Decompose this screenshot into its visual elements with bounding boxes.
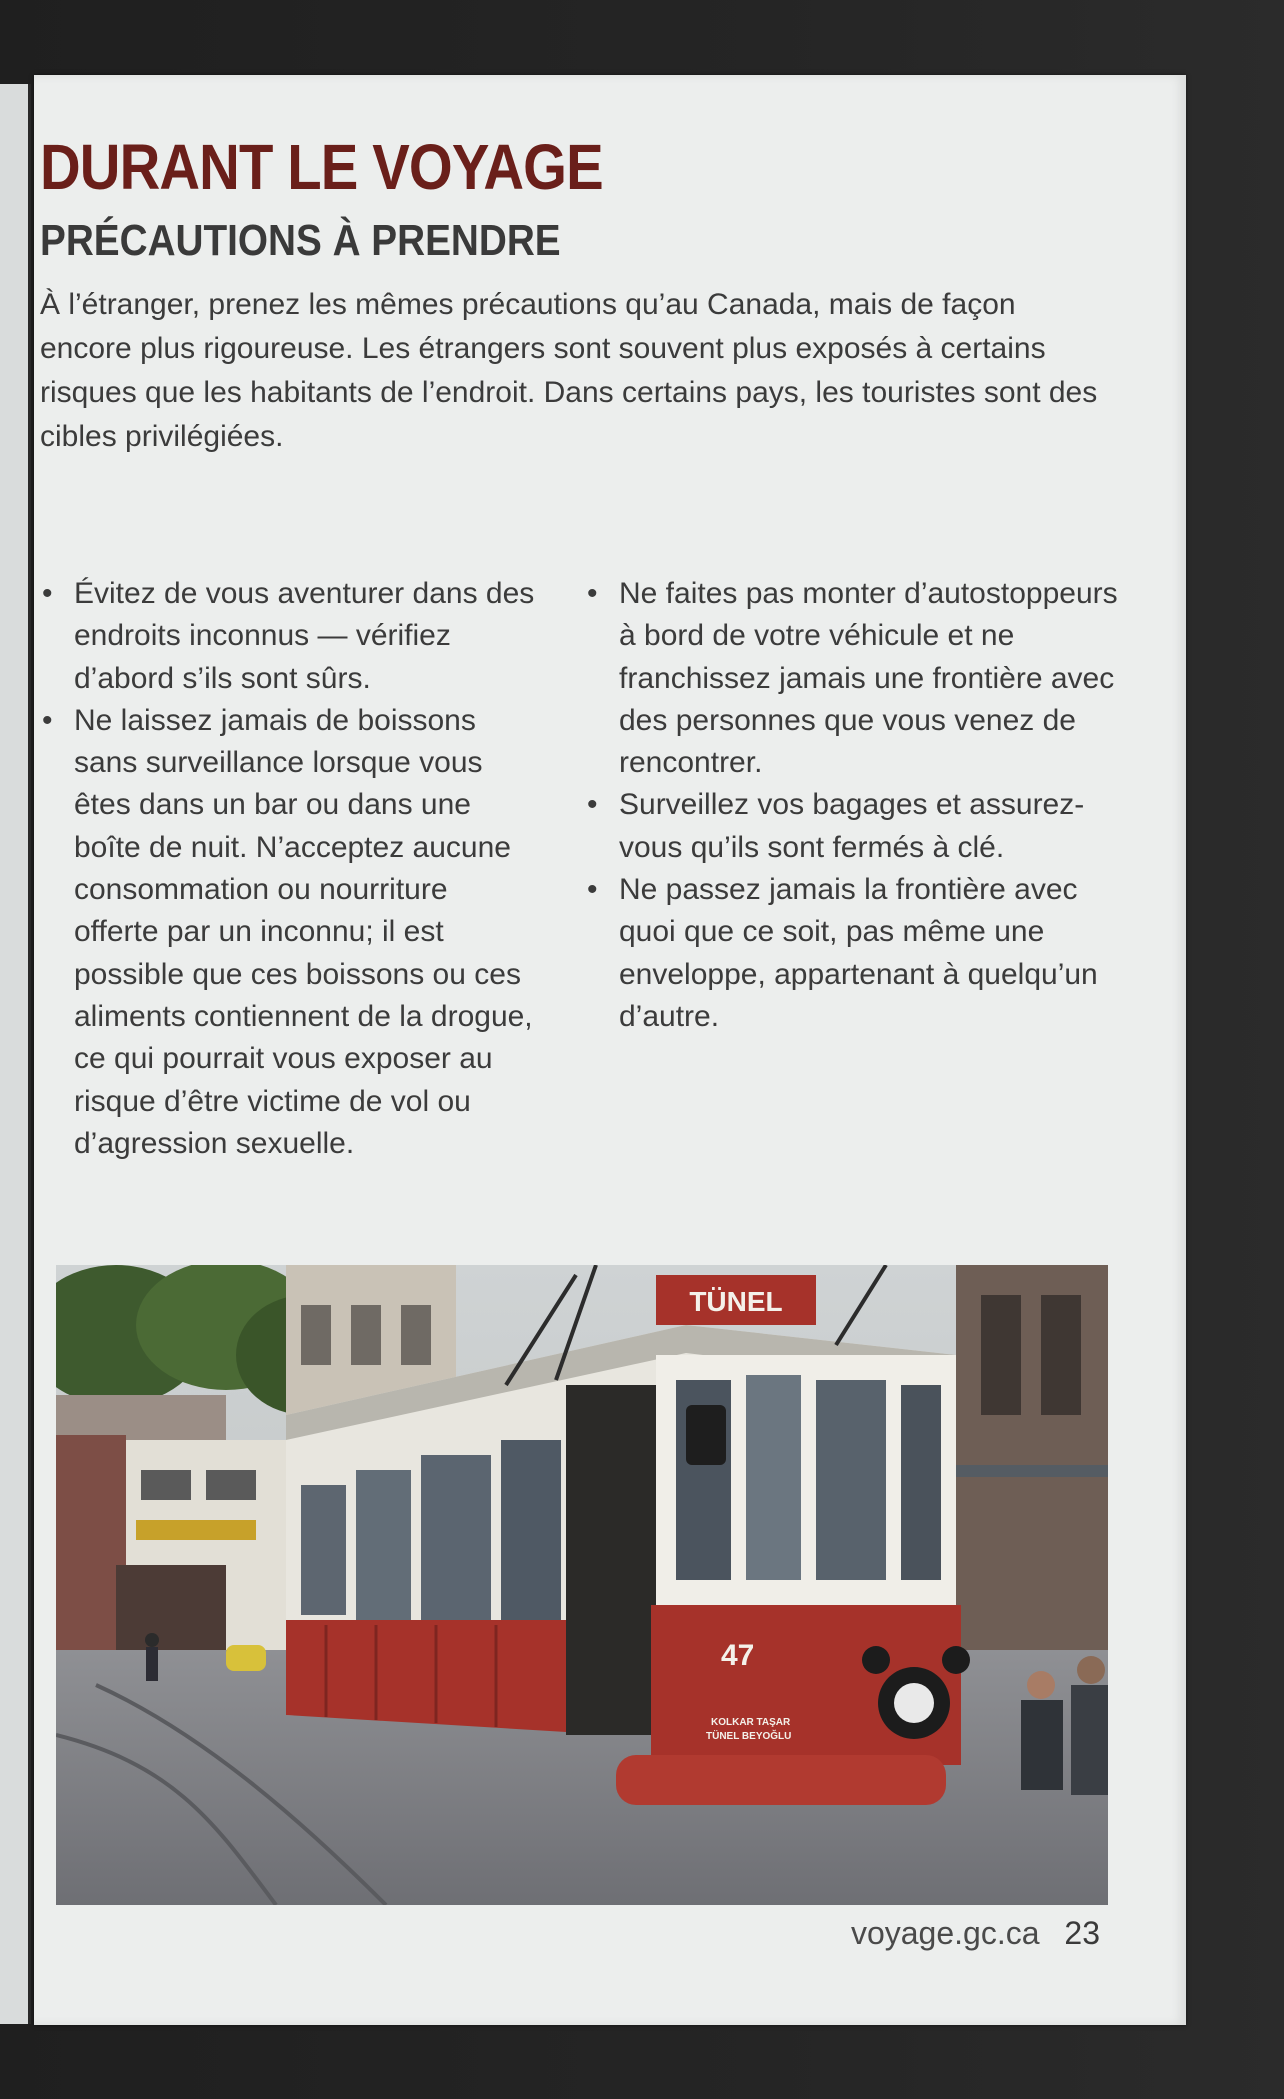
footer-url: voyage.gc.ca [850,1915,1040,1951]
page-footer [851,1915,1100,1952]
yellow-car [226,1645,266,1671]
bullet-text: Ne laissez jamais de boissons sans surveillance lorsque vous êtes dans un bar ou dans une boîte de nuit. N’acceptez aucune consommation ou nourriture offerte par un inconnu; il est possible que ces boissons ou ces aliments contiennent de la drogue, ce qui pourrait vous exposer au risque d’être victime de vol ou d’agression sexuelle. [74,703,533,1160]
list-item [585,869,1130,1038]
bullet-icon: • [42,577,53,610]
bullet-icon: • [587,577,598,610]
previous-page-edge [0,84,31,2024]
intro-paragraph: À l’étranger, prenez les mêmes précautions qu’au Canada, mais de façon encore plus rigoureuse. Les étrangers sont souvent plus exposés à certains risques que les habitants de l’endroit. Dans certains pays, les touristes sont des cibles privilégiées. [40,288,1098,453]
tram-photo [56,1265,1108,1905]
booklet-page [34,75,1186,2025]
tram-photo-illustration [56,1265,1108,1905]
list-item [40,573,540,700]
tram-destination-sign: TÜNEL [689,1286,783,1317]
list-item [585,784,1130,869]
bullet-icon: • [587,788,598,822]
pedestrian [145,1633,159,1681]
left-bullet-list [40,573,540,1165]
page-content [40,131,1130,1742]
list-item [40,700,540,1165]
section-title: DURANT LE VOYAGE [40,131,603,203]
subsection-title: PRÉCAUTIONS À PRENDRE [40,216,561,265]
list-item [585,573,1130,784]
tram-plate-line-1: KOLKAR TAŞAR [711,1717,791,1728]
bullet-text: Ne passez jamais la frontière avec quoi que ce soit, pas même une enveloppe, appartenant à quelqu’un d’autre. [619,873,1098,1033]
right-bullet-list [585,573,1130,1038]
side-mirror [686,1405,726,1465]
bullet-text: Surveillez vos bagages et assurez-vous qu’ils sont fermés à clé. [619,788,1085,864]
tram-number: 47 [721,1639,755,1672]
bullet-text: Ne faites pas monter d’autostoppeurs à bord de votre véhicule et ne franchissez jamais une frontière avec des personnes que vous venez de rencontrer. [619,577,1118,780]
bullet-text: Évitez de vous aventurer dans des endroits inconnus — vérifiez d’abord s’ils sont sûrs. [74,577,535,695]
tram-plate-line-2: TÜNEL BEYOĞLU [706,1731,792,1742]
bullet-icon: • [42,703,53,737]
bullet-icon: • [587,873,598,907]
page-number: 23 [1064,1915,1100,1951]
